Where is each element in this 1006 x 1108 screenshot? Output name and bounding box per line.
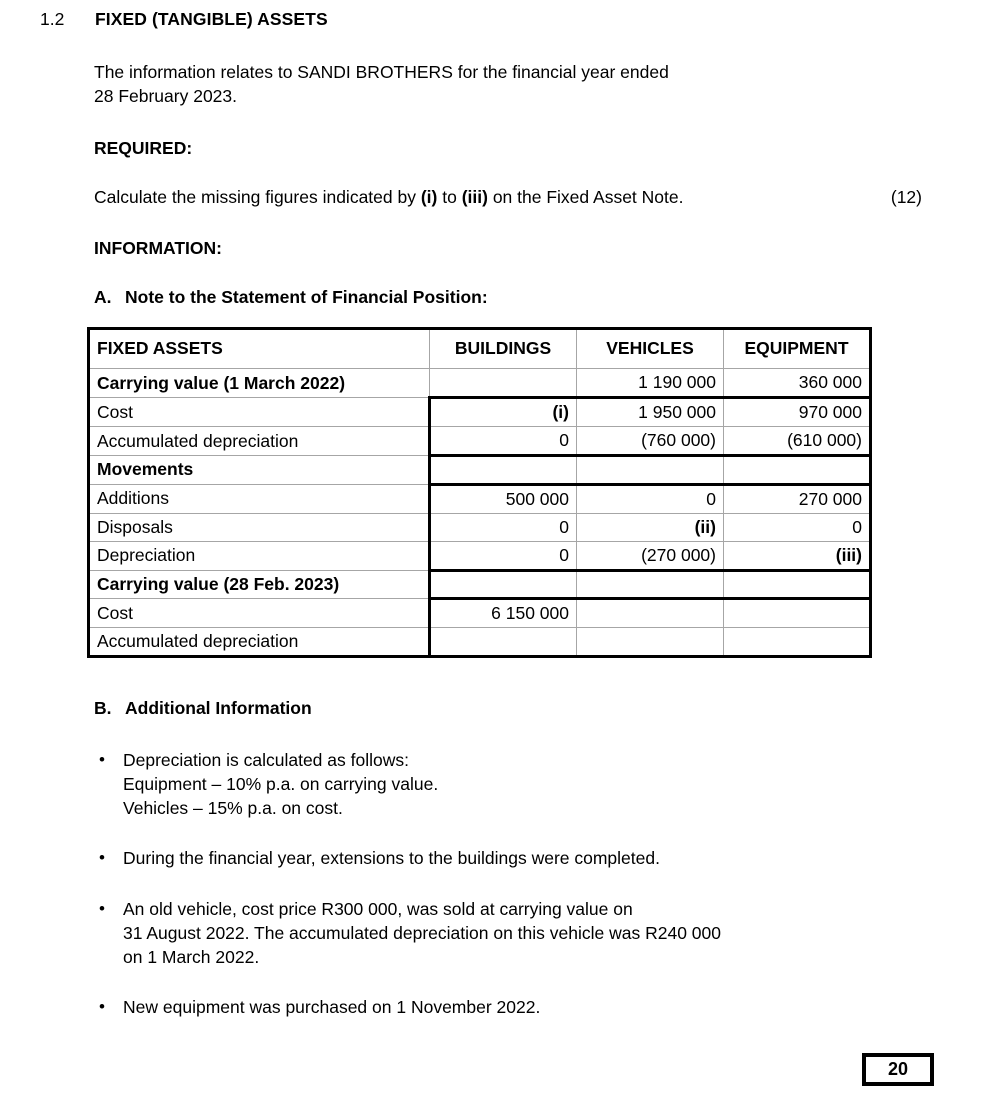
bullet-0-line-0: Depreciation is calculated as follows: [123,750,409,770]
cell-accum-dep-opening-equipment: (610 000) [724,427,871,456]
required-ref-to: (iii) [461,187,488,207]
list-item [94,846,954,870]
list-item [94,995,954,1019]
row-label-accum-dep-opening: Accumulated depreciation [89,427,430,456]
cell-disposals-equipment: 0 [724,513,871,541]
list-item [94,748,954,820]
bullet-0-line-2: Vehicles – 15% p.a. on cost. [123,798,343,819]
required-statement [94,185,954,209]
column-header-equipment: EQUIPMENT [724,329,871,369]
table-row [89,456,871,484]
section-a-title: Note to the Statement of Financial Position: [125,287,488,307]
table-row [89,398,871,427]
bullet-marker: • [99,750,105,769]
cell-depreciation-vehicles: (270 000) [577,541,724,570]
column-header-fixed-assets: FIXED ASSETS [89,329,430,369]
page-number: 20 [887,1059,909,1080]
row-label-accum-dep-closing: Accumulated depreciation [89,628,430,657]
row-label-depreciation: Depreciation [89,541,430,570]
required-heading: REQUIRED: [94,138,193,158]
question-number: 1.2 [40,9,65,29]
column-header-buildings: BUILDINGS [430,329,577,369]
cell-movements-equipment [724,456,871,484]
cell-cost-opening-buildings: (i) [430,398,577,427]
row-label-cost-closing: Cost [89,599,430,628]
fixed-asset-note-table [87,327,872,658]
section-b-heading [94,696,312,720]
cell-accum-dep-closing-buildings [430,628,577,657]
list-item [94,897,954,969]
intro-line-1: The information relates to SANDI BROTHERS for the financial year ended [94,62,669,82]
cell-disposals-buildings: 0 [430,513,577,541]
additional-information-list [94,748,954,1019]
cell-accum-dep-opening-buildings: 0 [430,427,577,456]
cell-cost-opening-vehicles: 1 950 000 [577,398,724,427]
column-header-vehicles: VEHICLES [577,329,724,369]
row-label-additions: Additions [89,484,430,513]
cell-accum-dep-opening-vehicles: (760 000) [577,427,724,456]
row-label-carrying-value-opening: Carrying value (1 March 2022) [89,369,430,398]
cell-carrying-value-opening-equipment: 360 000 [724,369,871,398]
cell-carrying-value-opening-buildings [430,369,577,398]
bullet-2-line-2: on 1 March 2022. [123,946,260,967]
cell-disposals-vehicles: (ii) [577,513,724,541]
cell-additions-buildings: 500 000 [430,484,577,513]
required-ref-from: (i) [420,187,438,207]
bullet-0-line-1: Equipment – 10% p.a. on carrying value. [123,774,439,795]
row-label-disposals: Disposals [89,513,430,541]
fixed-asset-note-table-wrapper [87,327,869,658]
list-item-text [123,897,954,969]
cell-movements-buildings [430,456,577,484]
table-row [89,427,871,456]
required-text [94,185,683,209]
bullet-2-line-1: 31 August 2022. The accumulated depreciation on this vehicle was R240 000 [123,922,721,943]
section-a-letter: A. [94,287,112,307]
cell-cost-closing-equipment [724,599,871,628]
cell-movements-vehicles [577,456,724,484]
intro-paragraph [94,60,954,108]
row-label-movements: Movements [89,456,430,484]
cell-accum-dep-closing-vehicles [577,628,724,657]
required-text-before: Calculate the missing figures indicated by [94,187,421,207]
section-b-letter: B. [94,698,112,718]
cell-carrying-value-closing-equipment [724,570,871,598]
table-row [89,541,871,570]
bullet-marker: • [99,996,105,1016]
table-row [89,369,871,398]
cell-carrying-value-closing-vehicles [577,570,724,598]
cell-depreciation-equipment: (iii) [724,541,871,570]
section-b-title: Additional Information [125,698,312,718]
row-label-cost-opening: Cost [89,398,430,427]
page-number-box [862,1053,934,1086]
table-header-row [89,329,871,369]
row-label-carrying-value-closing: Carrying value (28 Feb. 2023) [89,570,430,598]
cell-cost-opening-equipment: 970 000 [724,398,871,427]
section-a-heading [94,285,488,309]
cell-additions-vehicles: 0 [577,484,724,513]
question-heading [0,7,1006,31]
bullet-3-line-0: New equipment was purchased on 1 November 2022. [123,996,541,1017]
cell-carrying-value-closing-buildings [430,570,577,598]
bullet-2-line-0: An old vehicle, cost price R300 000, was sold at carrying value on [123,898,633,919]
list-item-text [123,995,954,1019]
cell-cost-closing-vehicles [577,599,724,628]
list-item-text [123,846,954,870]
question-title: FIXED (TANGIBLE) ASSETS [95,9,328,29]
table-row [89,599,871,628]
table-row [89,628,871,657]
marks-allocation: (12) [890,187,922,207]
bullet-1-line-0: During the financial year, extensions to the buildings were completed. [123,848,660,869]
bullet-marker: • [99,898,105,918]
cell-carrying-value-opening-vehicles: 1 190 000 [577,369,724,398]
required-text-after: on the Fixed Asset Note. [487,187,684,207]
cell-accum-dep-closing-equipment [724,628,871,657]
cell-additions-equipment: 270 000 [724,484,871,513]
table-row [89,513,871,541]
bullet-marker: • [99,848,105,868]
cell-depreciation-buildings: 0 [430,541,577,570]
intro-line-2: 28 February 2023. [94,86,238,107]
list-item-text [123,748,954,820]
required-text-mid: to [437,187,462,207]
table-row [89,570,871,598]
cell-cost-closing-buildings: 6 150 000 [430,599,577,628]
information-heading: INFORMATION: [94,238,222,258]
table-row [89,484,871,513]
